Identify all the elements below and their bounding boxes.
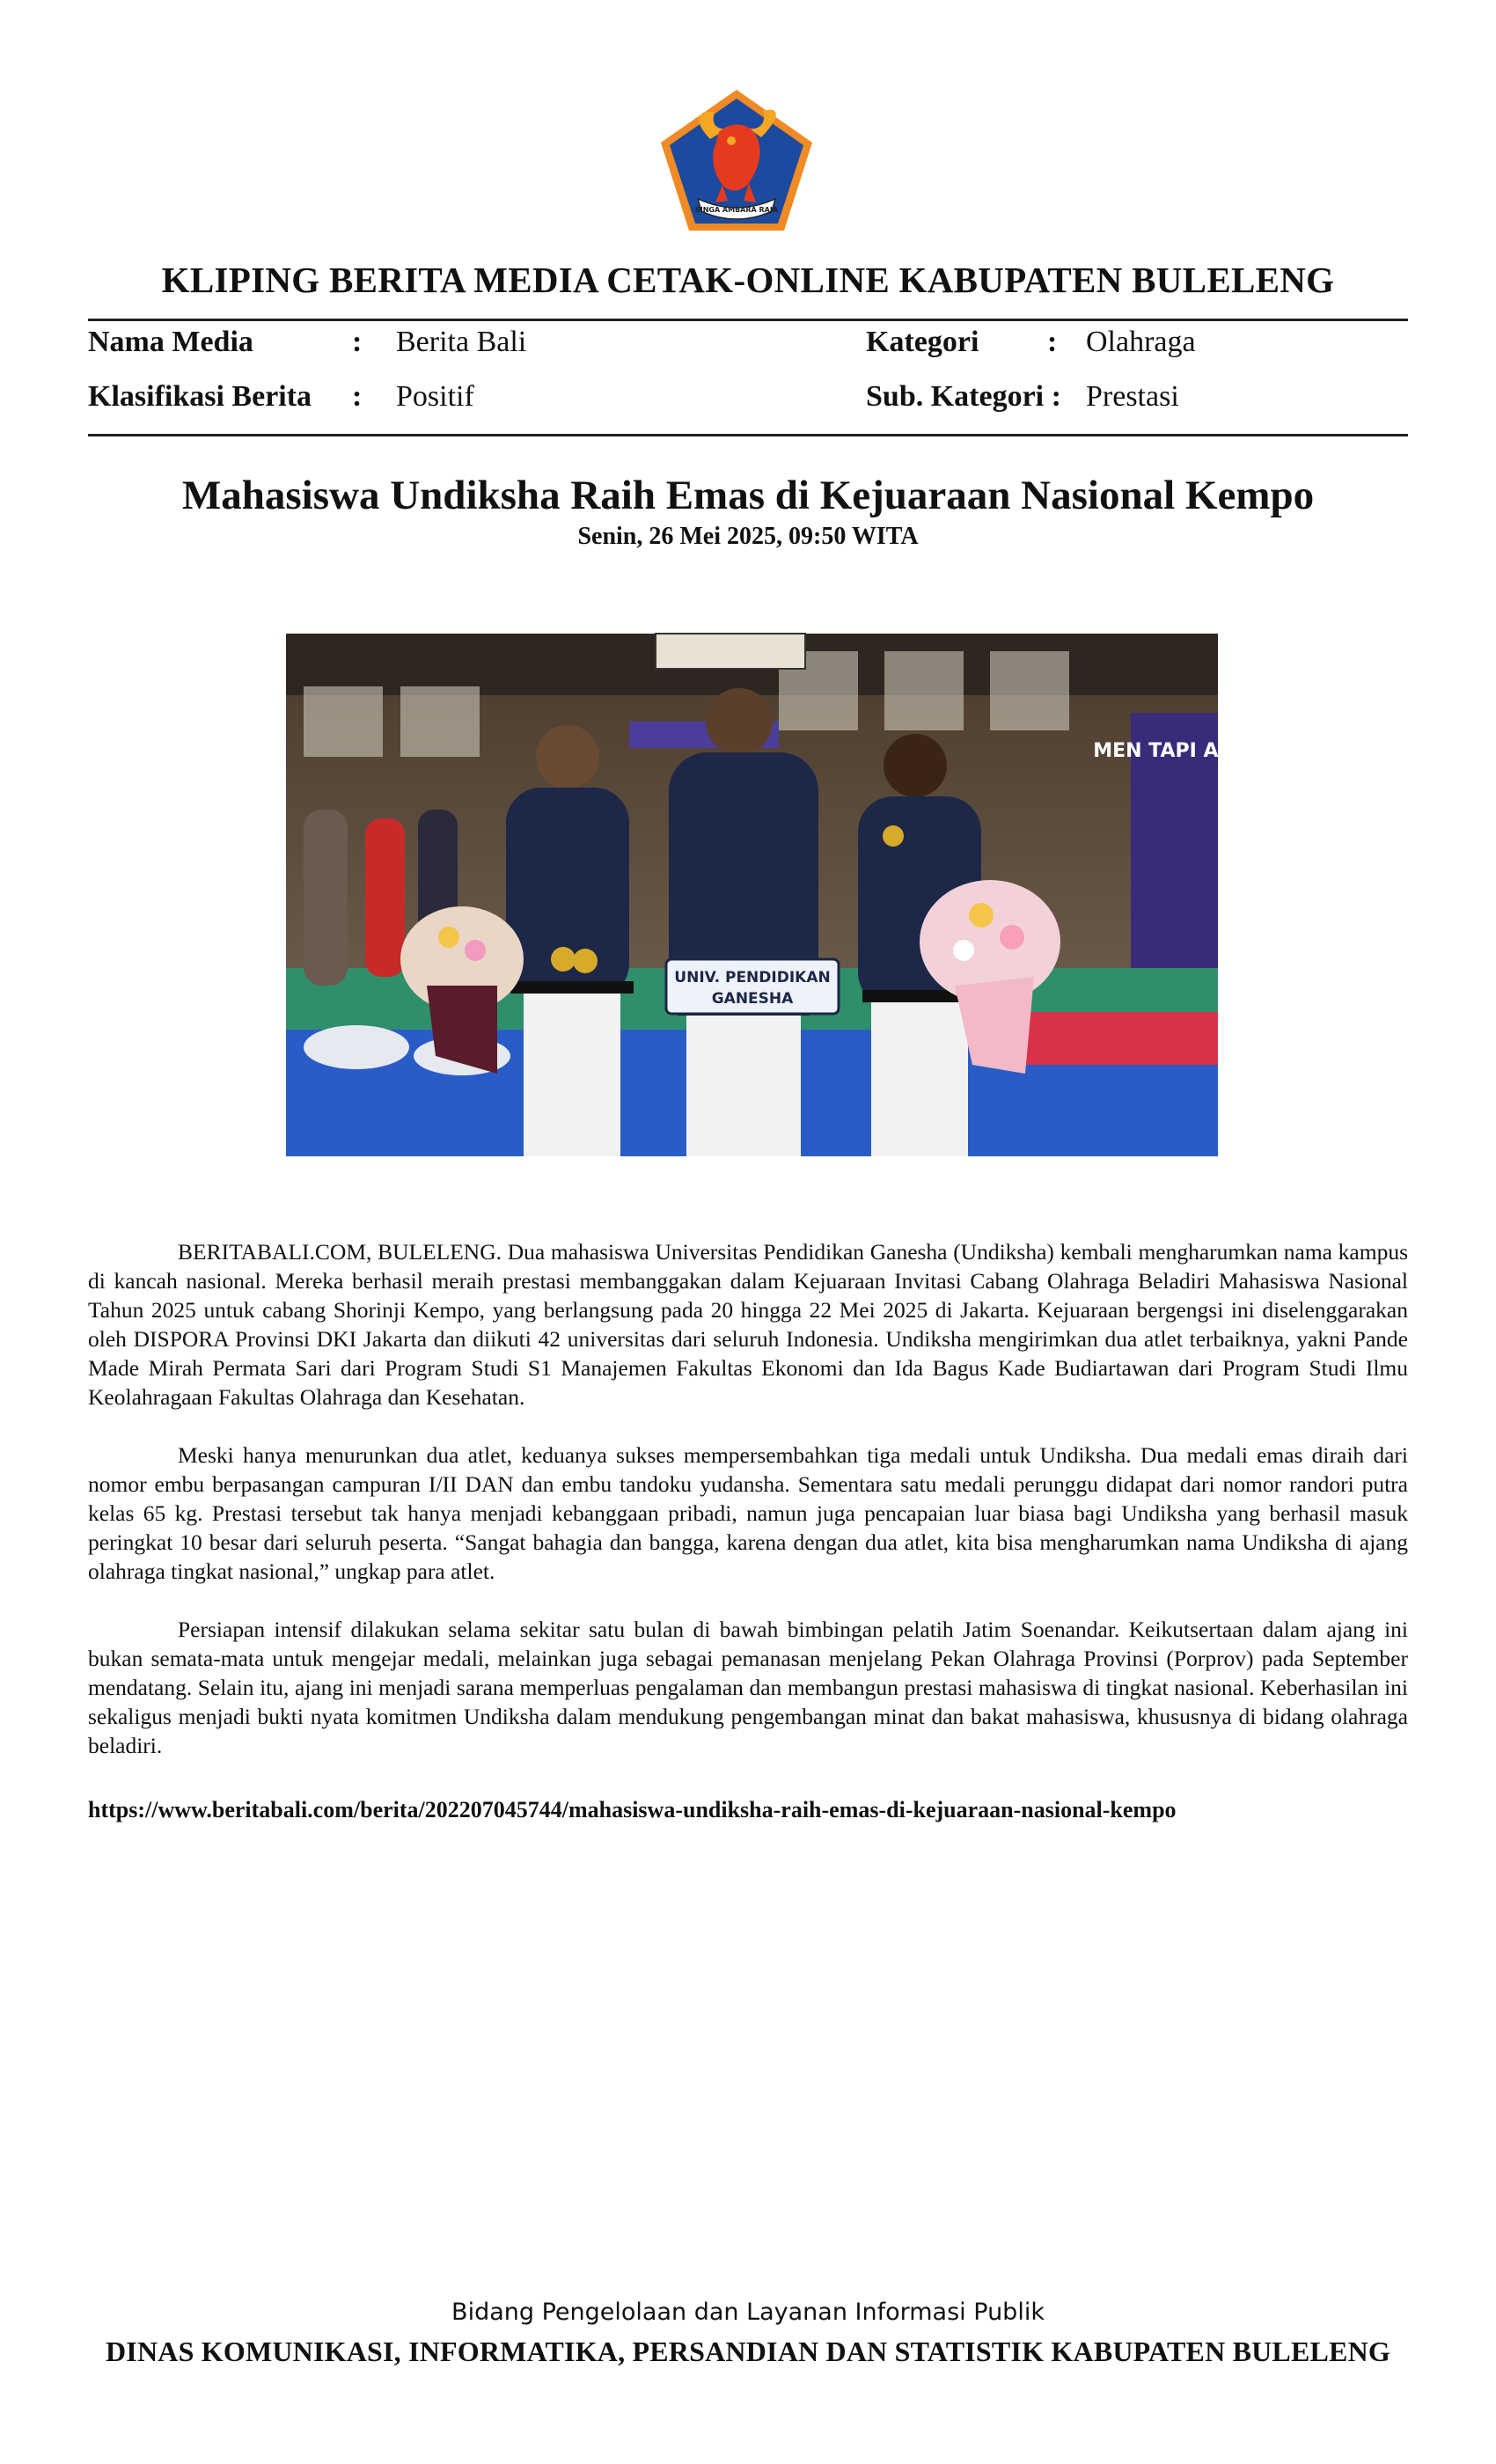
klasifikasi-berita-colon: : (352, 380, 363, 413)
article-title: Mahasiswa Undiksha Raih Emas di Kejuaraan Nasional Kempo (181, 473, 1315, 518)
photo-banner-text: UNIV. PENDIDIKAN (674, 969, 831, 986)
logo-motto: SINGA AMBARA RAJA (694, 206, 779, 214)
photo-banner-text-line2: GANESHA (711, 990, 794, 1008)
kategori-label: Kategori (866, 326, 979, 358)
article-body (88, 1237, 1408, 1789)
footer-subtitle: Bidang Pengelolaan dan Layanan Informasi Publik (451, 2299, 1045, 2326)
buleleng-regency-logo (657, 86, 816, 234)
article-paragraph-2: Meski hanya menurunkan dua atlet, keduanya sukses mempersembahkan tiga medali untuk Undiksha. Dua medali emas diraih dari nomor embu berpasangan campuran I/II DAN dan embu tandoku yudansha. Sementara satu medali perunggu didapat dari nomor randori putra kelas 65 kg. Prestasi tersebut tak hanya menjadi kebanggaan pribadi, namun juga pencapaian luar biasa bagi Undiksha yang berhasil masuk peringkat 10 besar dari seluruh peserta. “Sangat bahagia dan bangga, karena dengan dua atlet, kita bisa mengharumkan nama Undiksha di ajang olahraga tingkat nasional,” ungkap para atlet. (88, 1442, 1408, 1584)
nama-media-colon: : (352, 326, 363, 358)
sub-kategori-label: Sub. Kategori : (866, 380, 1061, 413)
article-paragraph-1: BERITABALI.COM, BULELENG. Dua mahasiswa Universitas Pendidikan Ganesha (Undiksha) kembali mengharumkan nama kampus di kancah nasional. Mereka berhasil meraih prestasi membanggakan dalam Kejuaraan Invitasi Cabang Olahraga Beladiri Mahasiswa Nasional Tahun 2025 untuk cabang Shorinji Kempo, yang berlangsung pada 20 hingga 22 Mei 2025 di Jakarta. Kejuaraan bergengsi ini diselenggarakan oleh DISPORA Provinsi DKI Jakarta dan diikuti 42 universitas dari seluruh Indonesia. Undiksha mengirimkan dua atlet terbaiknya, yakni Pande Made Mirah Permata Sari dari Program Studi S1 Manajemen Fakultas Ekonomi dan Ida Bagus Kade Budiartawan dari Program Studi Ilmu Keolahragaan Fakultas Olahraga dan Kesehatan. (88, 1239, 1408, 1410)
nama-media-label: Nama Media (88, 326, 253, 358)
klasifikasi-berita-value: Positif (396, 380, 474, 413)
sub-kategori-value: Prestasi (1086, 380, 1179, 413)
document-header-title: KLIPING BERITA MEDIA CETAK-ONLINE KABUPATEN BULELENG (161, 260, 1335, 300)
meta-left-block (88, 326, 757, 431)
nama-media-value: Berita Bali (396, 326, 527, 358)
klasifikasi-berita-label: Klasifikasi Berita (88, 380, 312, 413)
source-url-link[interactable]: https://www.beritabali.com/berita/202207045744/mahasiswa-undiksha-raih-emas-di-kejuaraan-nasional-kempo (88, 1797, 1177, 1822)
photo-wall-text: MEN TAPI ADA (1093, 740, 1250, 762)
meta-right-block (866, 326, 1394, 431)
kategori-value: Olahraga (1086, 326, 1196, 358)
footer-agency-name: DINAS KOMUNIKASI, INFORMATIKA, PERSANDIAN DAN STATISTIK KABUPATEN BULELENG (105, 2336, 1391, 2367)
header-divider-bottom (88, 434, 1408, 436)
article-paragraph-3: Persiapan intensif dilakukan selama sekitar satu bulan di bawah bimbingan pelatih Jatim Soenandar. Keikutsertaan dalam ajang ini bukan semata-mata untuk mengejar medali, melainkan juga sebagai pemanasan menjelang Pekan Olahraga Provinsi (Porprov) pada September mendatang. Selain itu, ajang ini menjadi sarana memperluas pengalaman dan membangun prestasi mahasiswa di tingkat nasional. Keberhasilan ini sekaligus menjadi bukti nyata komitmen Undiksha dalam mendukung pengembangan minat dan bakat mahasiswa, khususnya di bidang olahraga beladiri. (88, 1617, 1408, 1758)
article-date: Senin, 26 Mei 2025, 09:50 WITA (577, 523, 919, 550)
header-divider-top (88, 319, 1408, 321)
article-photo (286, 634, 1250, 1156)
kategori-colon: : (1047, 326, 1058, 358)
